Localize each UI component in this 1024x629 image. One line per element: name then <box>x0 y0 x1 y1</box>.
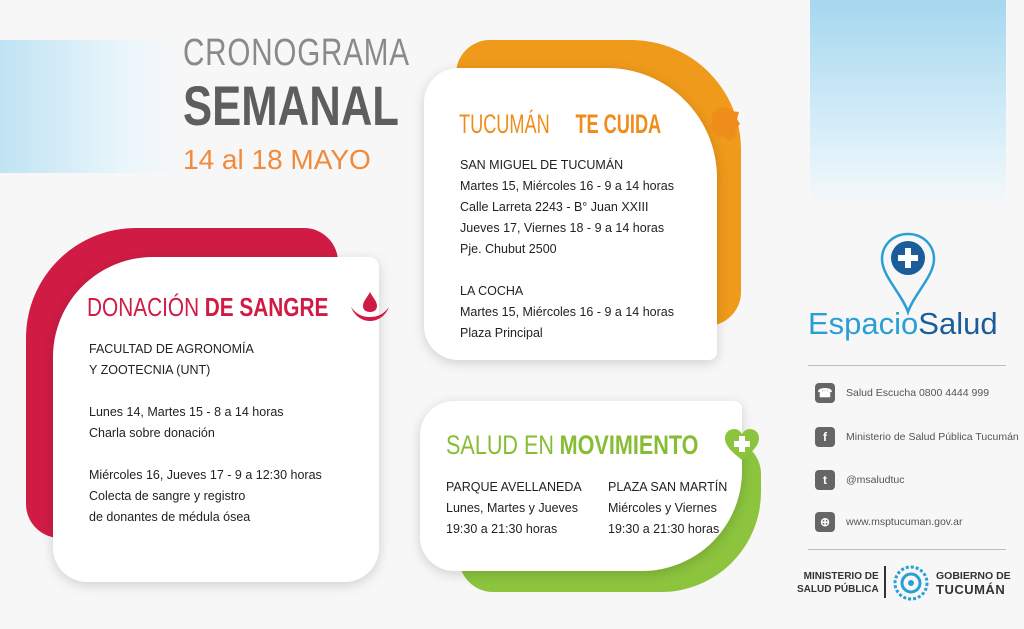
title-line-2: SEMANAL <box>183 74 399 137</box>
detail-line: SAN MIGUEL DE TUCUMÁN <box>460 158 624 172</box>
detail-line: Martes 15, Miércoles 16 - 9 a 14 horas <box>460 305 674 319</box>
detail-line: 19:30 a 21:30 horas <box>446 522 558 536</box>
web-icon: ⊕ <box>815 512 835 532</box>
heart-plus-icon <box>724 428 760 462</box>
detail-line: Calle Larreta 2243 - B° Juan XXIII <box>460 200 649 214</box>
detail-line: LA COCHA <box>460 284 524 298</box>
contact-text: www.msptucuman.gov.ar <box>846 516 963 528</box>
detail-line: Miércoles y Viernes <box>608 501 717 515</box>
donacion-card-details <box>89 339 322 528</box>
divider <box>808 549 1006 550</box>
spacer <box>89 381 322 402</box>
tucuman-card-title: TUCUMÁN TE CUIDA <box>459 106 741 142</box>
movimiento-card-title: SALUD EN MOVIMIENTO <box>446 428 760 462</box>
decor-band-right <box>810 0 1006 205</box>
spacer <box>460 260 674 281</box>
contact-facebook[interactable] <box>815 427 1019 447</box>
detail-line: Martes 15, Miércoles 16 - 9 a 14 horas <box>460 179 674 193</box>
title-dates: 14 al 18 MAYO <box>183 144 371 175</box>
divider <box>808 365 1006 366</box>
detail-line: Lunes 14, Martes 15 - 8 a 14 horas <box>89 405 284 419</box>
contact-text: @msaludtuc <box>846 474 905 486</box>
movimiento-col-1 <box>446 477 582 540</box>
detail-line: Colecta de sangre y registro <box>89 489 246 503</box>
spacer <box>89 444 322 465</box>
detail-line: Lunes, Martes y Jueves <box>446 501 579 515</box>
phone-icon: ☎ <box>815 383 835 403</box>
detail-line: Charla sobre donación <box>89 426 215 440</box>
detail-line: de donantes de médula ósea <box>89 510 251 524</box>
detail-line: PLAZA SAN MARTÍN <box>608 480 728 494</box>
contact-web[interactable] <box>815 512 963 532</box>
sun-emblem-icon <box>893 565 929 601</box>
decor-band-left <box>0 40 180 173</box>
gobierno-logo: GOBIERNO DE TUCUMÁN <box>936 570 1011 597</box>
movimiento-col-2 <box>608 477 727 540</box>
detail-line: Plaza Principal <box>460 326 543 340</box>
contact-twitter[interactable] <box>815 470 905 490</box>
tucuman-map-icon <box>709 106 741 142</box>
facebook-icon: f <box>815 427 835 447</box>
detail-line: Miércoles 16, Jueves 17 - 9 a 12:30 horas <box>89 468 322 482</box>
detail-line: FACULTAD DE AGRONOMÍA <box>89 342 254 356</box>
contact-phone <box>815 383 989 403</box>
contact-text: Ministerio de Salud Pública Tucumán <box>846 431 1019 443</box>
detail-line: PARQUE AVELLANEDA <box>446 480 582 494</box>
footer-separator <box>884 566 886 598</box>
detail-line: 19:30 a 21:30 horas <box>608 522 720 536</box>
tucuman-card-details <box>460 155 674 344</box>
detail-line: Jueves 17, Viernes 18 - 9 a 14 horas <box>460 221 665 235</box>
contact-text: Salud Escucha 0800 4444 999 <box>846 387 990 399</box>
detail-line: Y ZOOTECNIA (UNT) <box>89 363 211 377</box>
blood-drop-hands-icon <box>349 290 391 324</box>
donacion-card-title: DONACIÓN DE SANGRE <box>87 290 391 324</box>
ministry-logo: MINISTERIO DE SALUD PÚBLICA <box>797 571 879 595</box>
twitter-icon: t <box>815 470 835 490</box>
title-line-1: CRONOGRAMA <box>183 32 410 74</box>
detail-line: Pje. Chubut 2500 <box>460 242 557 256</box>
brand-logo-text: EspacioSalud <box>808 306 998 341</box>
